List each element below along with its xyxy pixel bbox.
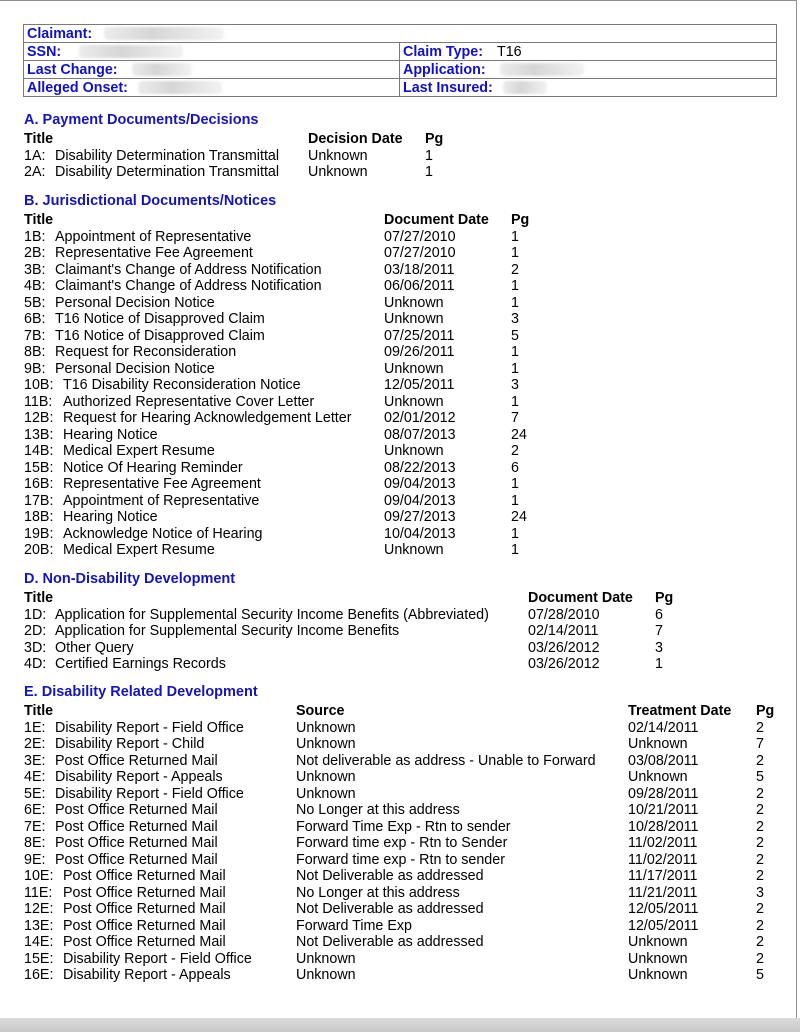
table-cell: Post Office Returned Mail [55,835,218,851]
table-cell: 09/04/2013 [384,476,456,492]
table-cell: Unknown [296,785,356,802]
table-cell: 3 [756,884,764,901]
table-row [24,623,663,640]
table-cell: Not Deliverable as addressed [296,868,484,884]
table-row [24,164,433,181]
table-cell: 10/21/2011 [628,802,699,818]
table-cell: Personal Decision Notice [55,294,215,311]
column-header-row [24,590,674,607]
table-cell: Unknown [628,967,688,983]
section-jurisdictional-documents [24,193,530,559]
table-row [24,311,519,328]
table-cell: 06/06/2011 [384,278,455,294]
table-cell: 14B: [24,443,54,459]
table-cell: 1 [511,476,519,492]
column-header: Pg [511,212,530,228]
table-cell: Unknown [308,164,368,180]
table-cell: 2B: [24,245,46,261]
table-row [24,818,764,836]
table-cell: 7E: [24,818,46,835]
table-cell: 11/17/2011 [628,868,698,884]
table-cell: Notice Of Hearing Reminder [63,459,243,476]
table-row [24,360,519,378]
table-cell: Post Office Returned Mail [55,752,218,769]
page-bottom-edge [0,1018,800,1032]
table-cell: Unknown [296,736,356,752]
table-cell: 2 [756,802,764,818]
table-cell: 16E: [24,967,54,983]
table-cell: 2 [511,443,519,459]
table-cell: 2 [756,835,764,851]
table-cell: 03/08/2011 [628,752,699,769]
table-cell: Unknown [628,950,688,967]
table-cell: 2 [756,752,764,769]
table-cell: 10/28/2011 [628,818,699,835]
table-row [24,542,519,559]
table-cell: 7 [655,623,663,639]
table-cell: Representative Fee Agreement [63,476,261,492]
table-cell: Unknown [384,311,444,327]
table-cell: Appointment of Representative [63,492,260,509]
table-cell: 1 [511,228,519,245]
last-change-cell [24,61,400,79]
table-cell: Post Office Returned Mail [55,818,218,835]
table-cell: Appointment of Representative [55,228,252,245]
claim-type-cell [400,43,777,61]
table-row [24,327,519,345]
table-cell: Unknown [628,934,688,950]
table-row [24,802,764,819]
table-cell: 11E: [24,884,53,901]
table-cell: Forward time exp - Rtn to sender [296,851,505,868]
table-cell: T16 Disability Reconsideration Notice [63,377,301,393]
table-cell: Unknown [384,443,444,459]
table-cell: Forward Time Exp - Rtn to sender [296,818,511,835]
column-header: Title [24,703,54,719]
table-cell: 18B: [24,509,54,525]
table-cell: 2 [756,851,764,868]
application-cell [400,61,777,79]
section-title: D. Non-Disability Development [24,571,236,587]
table-cell: Not deliverable as address - Unable to Forward [296,752,596,769]
table-cell: Unknown [384,360,444,377]
table-row [24,769,764,786]
table-cell: Medical Expert Resume [63,443,215,459]
table-cell: 10/04/2013 [384,525,456,542]
table-cell: 6 [655,606,663,623]
table-cell: 5B: [24,294,46,311]
table-cell: 02/14/2011 [628,719,699,736]
table-cell: 10B: [24,377,54,393]
table-row [24,606,663,624]
table-cell: Unknown [296,950,356,967]
table-cell: 7 [756,736,764,752]
table-cell: 2 [756,950,764,967]
table-cell: Unknown [628,736,688,752]
table-cell: 12/05/2011 [628,917,699,934]
table-cell: 11/21/2011 [628,884,698,901]
table-cell: 20B: [24,542,54,558]
table-cell: 7B: [24,327,46,344]
table-cell: Disability Report - Appeals [55,769,223,785]
table-cell: 9E: [24,851,46,868]
table-row [24,934,764,951]
table-cell: 15E: [24,950,54,967]
table-cell: 4D: [24,656,47,672]
column-header-row [24,703,775,720]
last-change-label: Last Change: [27,61,118,78]
table-cell: 1 [511,525,519,542]
table-row [24,851,764,869]
section-title: B. Jurisdictional Documents/Notices [24,193,277,209]
table-cell: Disability Report - Field Office [55,785,244,802]
table-cell: Unknown [296,769,356,785]
table-cell: 1D: [24,606,47,623]
alleged-onset-cell [24,79,400,97]
table-row [24,377,519,394]
redacted-last-change [132,63,192,76]
table-cell: 4B: [24,278,46,294]
table-row [24,294,519,312]
table-cell: 08/07/2013 [384,426,456,443]
table-cell: 1B: [24,228,46,245]
table-cell: 07/28/2010 [528,606,600,623]
table-cell: 1 [511,344,519,360]
table-cell: Medical Expert Resume [63,542,215,558]
table-cell: Post Office Returned Mail [63,868,226,884]
column-header: Pg [756,703,775,719]
table-cell: 6B: [24,311,46,327]
table-cell: Hearing Notice [63,426,158,443]
table-cell: 24 [511,509,527,525]
table-cell: Claimant's Change of Address Notification [55,278,322,294]
claim-type-value: T16 [496,43,522,60]
column-header: Title [24,590,54,606]
table-row [24,492,519,510]
table-cell: 2 [756,901,764,917]
claimant-label: Claimant: [27,25,93,42]
column-header: Document Date [528,590,633,606]
table-cell: Unknown [628,769,688,785]
table-cell: 1 [511,542,519,558]
table-cell: 3E: [24,752,46,769]
table-cell: 19B: [24,525,54,542]
table-cell: 03/26/2012 [528,656,600,672]
table-cell: Claimant's Change of Address Notification [55,261,322,278]
table-cell: 11B: [24,393,53,410]
table-cell: 2 [756,719,764,736]
table-row [24,261,519,279]
column-header: Title [24,212,54,228]
table-cell: 3B: [24,261,46,278]
table-cell: 2 [756,818,764,835]
table-cell: Authorized Representative Cover Letter [63,393,315,410]
column-header: Document Date [384,212,489,228]
table-row [24,884,764,902]
table-cell: Post Office Returned Mail [63,934,226,950]
table-cell: Disability Report - Field Office [55,719,244,736]
table-cell: 1 [655,656,663,672]
table-cell: Unknown [308,147,368,164]
table-cell: 2D: [24,623,47,639]
table-cell: Forward Time Exp [296,917,412,934]
table-cell: 1A: [24,147,46,164]
table-cell: 1E: [24,719,46,736]
table-cell: 1 [425,147,433,164]
table-cell: 2 [511,261,519,278]
section-payment-documents [24,112,444,181]
alleged-onset-label: Alleged Onset: [27,79,128,96]
table-cell: Unknown [296,719,356,736]
table-cell: Disability Report - Field Office [63,950,252,967]
table-cell: 12/05/2011 [384,377,455,393]
table-cell: Not Deliverable as addressed [296,934,484,950]
table-cell: Post Office Returned Mail [63,917,226,934]
table-cell: 16B: [24,476,54,492]
table-cell: Unknown [296,967,356,983]
table-row [24,967,764,984]
column-header-row [24,131,444,148]
claimant-header-table [23,24,777,97]
table-cell: 1 [511,492,519,509]
last-insured-label: Last Insured: [403,79,493,96]
column-header: Pg [655,590,674,606]
redacted-alleged-onset [138,81,222,94]
table-cell: 1 [511,393,519,410]
table-cell: 2 [756,917,764,934]
table-cell: 1 [425,164,433,180]
section-title: E. Disability Related Development [24,684,258,700]
table-row [24,950,764,968]
section-non-disability-development [24,571,674,673]
redacted-application [500,63,584,76]
table-row [24,443,519,460]
table-row [24,344,519,361]
table-row [24,245,519,262]
table-cell: 09/26/2011 [384,344,455,360]
claim-type-label: Claim Type: [403,43,483,60]
table-cell: Forward time exp - Rtn to Sender [296,835,508,851]
section-disability-related-development [24,684,775,984]
table-cell: 24 [511,426,527,443]
table-cell: 11/02/2011 [628,835,698,851]
table-cell: 2A: [24,164,46,180]
table-row [24,426,527,444]
table-cell: 15B: [24,459,54,476]
table-row [24,868,764,885]
column-header: Decision Date [308,131,403,147]
table-cell: 09/04/2013 [384,492,456,509]
table-cell: 09/27/2013 [384,509,456,525]
table-cell: 8E: [24,835,46,851]
table-cell: 8B: [24,344,46,360]
table-row [24,656,663,673]
table-row [24,278,519,295]
table-cell: 17B: [24,492,54,509]
table-cell: Post Office Returned Mail [63,901,226,917]
table-cell: 02/01/2012 [384,410,456,426]
table-cell: 08/22/2013 [384,459,456,476]
table-cell: 4E: [24,769,46,785]
table-cell: 6 [511,459,519,476]
table-cell: Request for Reconsideration [55,344,237,360]
table-cell: Acknowledge Notice of Hearing [63,525,263,542]
table-cell: 1 [511,245,519,261]
column-header-row [24,212,530,229]
table-row [24,901,764,918]
table-row [24,228,519,246]
table-row [24,459,519,477]
table-cell: 5 [511,327,519,344]
table-row [24,736,764,753]
table-cell: 11/02/2011 [628,851,698,868]
table-cell: Disability Report - Appeals [63,967,231,983]
table-cell: 2 [756,934,764,950]
table-cell: 5 [756,769,764,785]
table-cell: Unknown [384,542,444,558]
table-cell: 1 [511,294,519,311]
column-header: Title [24,131,54,147]
table-cell: Request for Hearing Acknowledgement Letter [63,410,352,426]
table-cell: Disability Determination Transmittal [55,164,280,180]
table-cell: Representative Fee Agreement [55,245,253,261]
table-cell: 3D: [24,639,47,656]
column-header: Pg [425,131,444,147]
table-cell: 6E: [24,802,46,818]
table-cell: 2 [756,868,764,884]
column-header: Treatment Date [628,703,732,719]
table-cell: 12/05/2011 [628,901,699,917]
table-cell: 7 [511,410,519,426]
last-insured-cell [400,79,777,97]
table-cell: T16 Notice of Disapproved Claim [55,311,265,327]
table-cell: Disability Report - Child [55,736,205,752]
table-row [24,147,433,165]
claimant-cell [24,25,777,43]
table-cell: 2E: [24,736,46,752]
table-cell: 09/28/2011 [628,785,699,802]
table-row [24,509,527,526]
table-cell: No Longer at this address [296,884,460,901]
table-cell: Disability Determination Transmittal [55,147,280,164]
table-cell: Post Office Returned Mail [63,884,226,901]
table-cell: 02/14/2011 [528,623,599,639]
table-cell: 14E: [24,934,54,950]
table-cell: Post Office Returned Mail [55,802,218,818]
table-cell: 07/27/2010 [384,228,456,245]
redacted-claimant [104,27,224,40]
table-row [24,410,519,427]
table-cell: Other Query [55,639,134,656]
ssn-cell [24,43,400,61]
table-cell: 2 [756,785,764,802]
table-row [24,525,519,543]
table-cell: Hearing Notice [63,509,158,525]
table-row [24,639,663,657]
table-cell: Application for Supplemental Security Income Benefits [55,623,400,639]
redacted-last-insured [503,81,547,94]
table-cell: 5 [756,967,764,983]
table-cell: 10E: [24,868,54,884]
table-cell: 07/25/2011 [384,327,455,344]
application-label: Application: [403,61,486,78]
table-cell: 03/26/2012 [528,639,600,656]
table-cell: T16 Notice of Disapproved Claim [55,327,265,344]
table-row [24,917,764,935]
table-cell: 07/27/2010 [384,245,456,261]
table-cell: 12B: [24,410,54,426]
redacted-ssn [79,45,183,58]
table-cell: Unknown [384,294,444,311]
table-cell: 13B: [24,426,54,443]
table-cell: 3 [511,377,519,393]
table-cell: 3 [511,311,519,327]
table-cell: 03/18/2011 [384,261,455,278]
table-row [24,785,764,803]
table-cell: 9B: [24,360,46,377]
table-cell: Post Office Returned Mail [55,851,218,868]
table-cell: 13E: [24,917,54,934]
table-row [24,752,764,770]
table-cell: 1 [511,360,519,377]
table-cell: Certified Earnings Records [55,656,226,672]
table-row [24,835,764,852]
table-cell: 5E: [24,785,46,802]
table-cell: No Longer at this address [296,802,460,818]
table-cell: Application for Supplemental Security Income Benefits (Abbreviated) [55,606,489,623]
table-cell: 3 [655,639,663,656]
table-row [24,393,519,411]
column-header: Source [296,703,345,719]
table-cell: 1 [511,278,519,294]
table-cell: Unknown [384,393,444,410]
section-title: A. Payment Documents/Decisions [24,112,259,128]
ssn-label: SSN: [27,43,62,60]
table-cell: 12E: [24,901,54,917]
table-row [24,719,764,737]
table-row [24,476,519,493]
table-cell: Not Deliverable as addressed [296,901,484,917]
table-cell: Personal Decision Notice [55,360,215,377]
